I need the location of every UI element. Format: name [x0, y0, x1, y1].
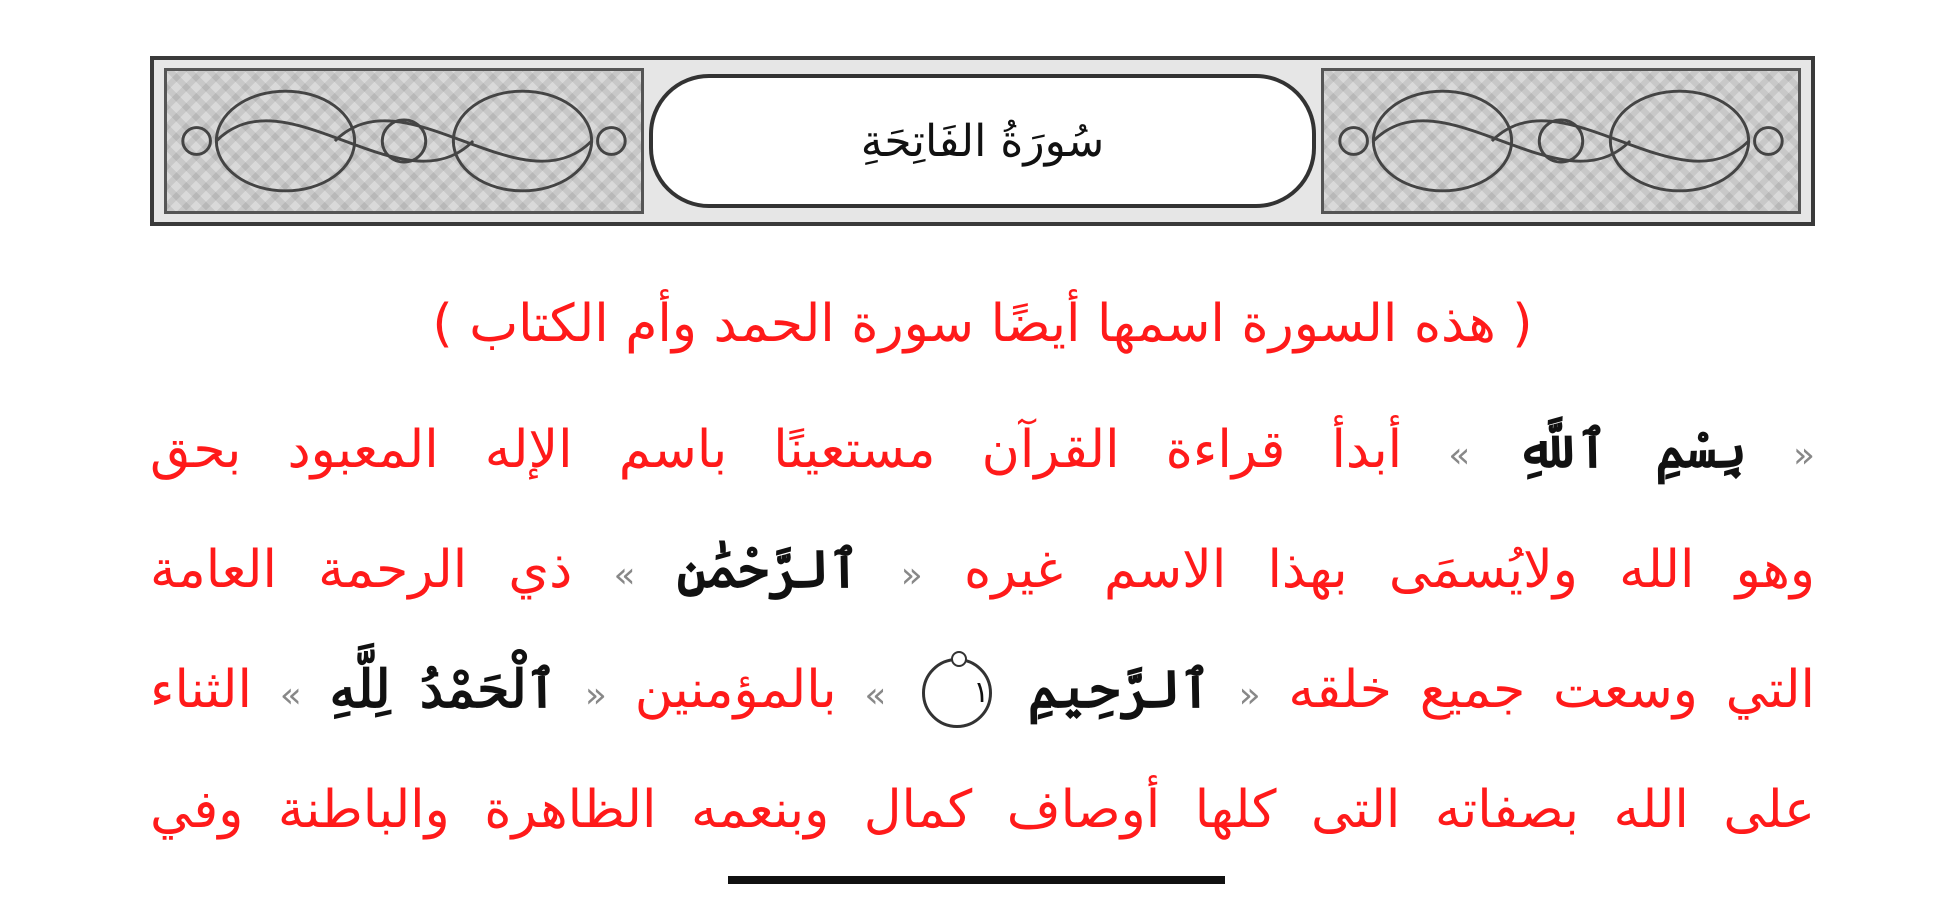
- verse-close-brace: »: [613, 555, 636, 596]
- verse-ar-rahman: ٱلرَّحْمَٰنِ: [676, 539, 860, 600]
- tafsir-text-1: أبدأ قراءة القرآن مستعينًا باسم الإله المعبود بحق: [150, 420, 1403, 480]
- verse-open-brace: «: [584, 675, 607, 716]
- tafsir-text-3c: الثناء: [150, 660, 252, 720]
- text-line-3: [150, 640, 1815, 746]
- tafsir-text-3a: التي وسعت جميع خلقه: [1288, 660, 1815, 720]
- verse-open-brace: «: [900, 555, 923, 596]
- text-line-1: [150, 400, 1815, 506]
- intro-line: [150, 274, 1815, 374]
- verse-close-brace: »: [1448, 435, 1471, 476]
- title-cartouche: [649, 74, 1316, 208]
- surah-title: سُورَةُ الفَاتِحَةِ: [860, 115, 1105, 167]
- verse-al-hamdu: ٱلْحَمْدُ لِلَّهِ: [329, 659, 558, 720]
- verse-open-brace: «: [1792, 435, 1816, 476]
- tafsir-text-4: على الله بصفاته التى كلها أوصاف كمال وبنعمه الظاهرة والباطنة وفي: [150, 780, 1815, 840]
- verse-close-brace: »: [864, 675, 887, 716]
- surah-header-banner: [150, 56, 1815, 226]
- tafsir-text-2a: وهو الله ولايُسمَى بهذا الاسم غيره: [963, 540, 1816, 600]
- ayah-number-marker: ١: [922, 658, 992, 728]
- text-line-4: [150, 760, 1815, 860]
- page-divider: [728, 876, 1225, 884]
- tafsir-text-2b: ذي الرحمة العامة: [150, 540, 573, 600]
- right-ornament-icon: [1321, 68, 1801, 214]
- verse-basmala: بِسْمِ ٱللَّهِ: [1516, 419, 1747, 480]
- left-ornament-icon: [164, 68, 644, 214]
- verse-open-brace: «: [1238, 675, 1261, 716]
- verse-ar-rahim: ٱلرَّحِيمِ: [1027, 659, 1211, 720]
- tafsir-text-3b: بالمؤمنين: [634, 660, 837, 720]
- text-line-2: [150, 520, 1815, 626]
- verse-close-brace: »: [279, 675, 302, 716]
- intro-text: ( هذه السورة اسمها أيضًا سورة الحمد وأم الكتاب ): [432, 294, 1533, 354]
